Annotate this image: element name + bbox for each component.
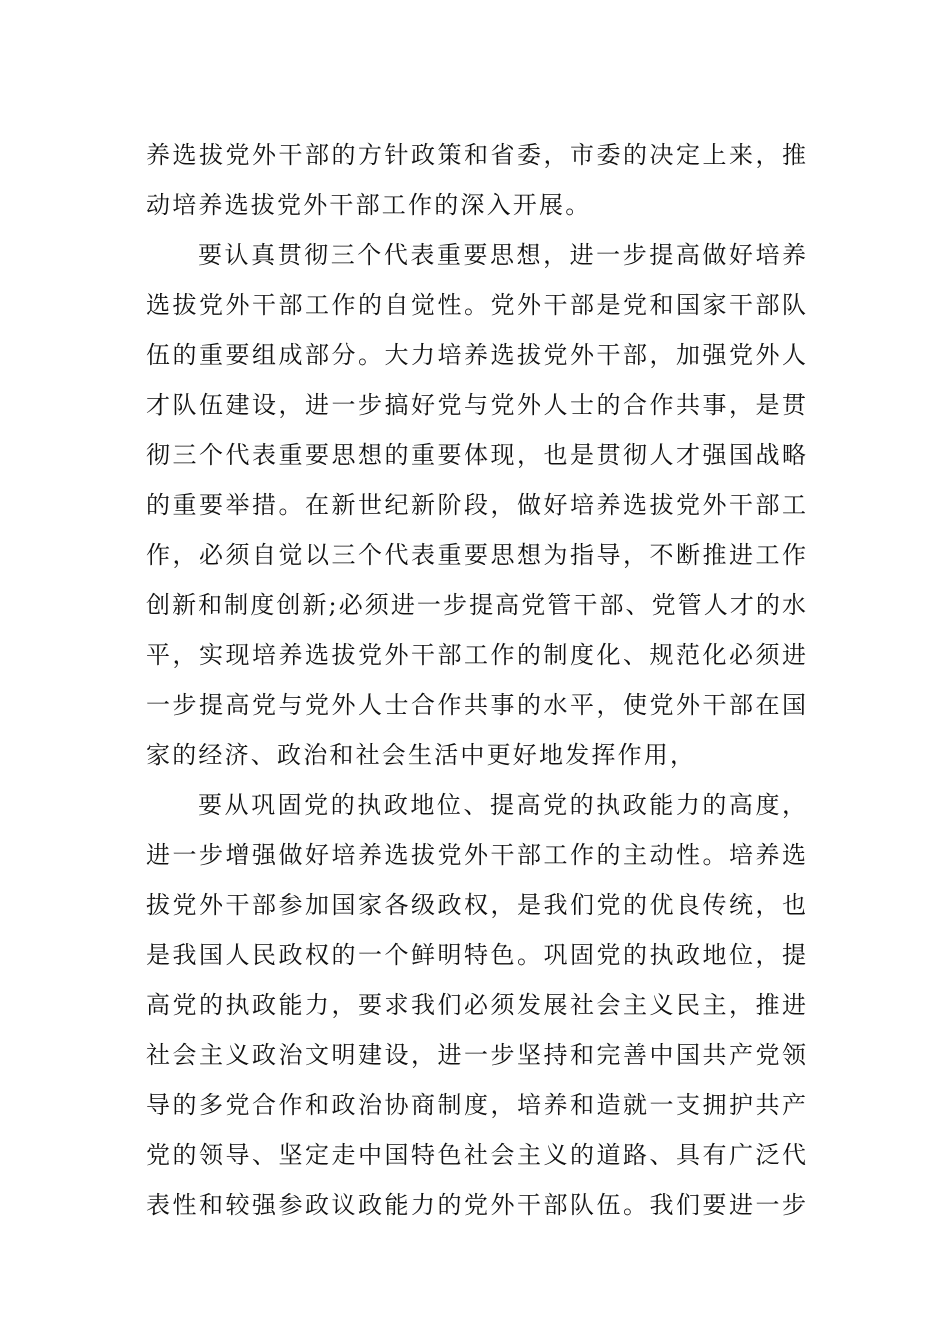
text-line: 表性和较强参政议政能力的党外干部队伍。我们要进一步	[146, 1191, 806, 1219]
text-line: 要从巩固党的执政地位、提高党的执政能力的高度，	[198, 791, 806, 819]
text-line: 动培养选拔党外干部工作的深入开展。	[146, 191, 592, 219]
text-line: 社会主义政治文明建设，进一步坚持和完善中国共产党领	[146, 1041, 806, 1069]
text-line: 拔党外干部参加国家各级政权，是我们党的优良传统，也	[146, 891, 806, 919]
text-line: 的重要举措。在新世纪新阶段，做好培养选拔党外干部工	[146, 491, 806, 519]
text-line: 一步提高党与党外人士合作共事的水平，使党外干部在国	[146, 691, 806, 719]
body-text	[146, 130, 806, 1230]
paragraph-1	[146, 130, 806, 230]
text-line: 彻三个代表重要思想的重要体现，也是贯彻人才强国战略	[146, 441, 806, 469]
text-line: 创新和制度创新;必须进一步提高党管干部、党管人才的水	[146, 591, 806, 619]
text-line: 才队伍建设，进一步搞好党与党外人士的合作共事，是贯	[146, 391, 806, 419]
text-line: 平，实现培养选拔党外干部工作的制度化、规范化必须进	[146, 641, 806, 669]
paragraph-2	[146, 230, 806, 780]
text-line: 选拔党外干部工作的自觉性。党外干部是党和国家干部队	[146, 291, 806, 319]
text-line: 高党的执政能力，要求我们必须发展社会主义民主，推进	[146, 991, 806, 1019]
text-line: 是我国人民政权的一个鲜明特色。巩固党的执政地位，提	[146, 941, 806, 969]
text-line: 进一步增强做好培养选拔党外干部工作的主动性。培养选	[146, 841, 806, 869]
text-line: 作，必须自觉以三个代表重要思想为指导，不断推进工作	[146, 541, 806, 569]
text-line: 导的多党合作和政治协商制度，培养和造就一支拥护共产	[146, 1091, 806, 1119]
text-line: 党的领导、坚定走中国特色社会主义的道路、具有广泛代	[146, 1141, 806, 1169]
paragraph-3	[146, 780, 806, 1230]
text-line: 伍的重要组成部分。大力培养选拔党外干部，加强党外人	[146, 341, 806, 369]
text-line: 要认真贯彻三个代表重要思想，进一步提高做好培养	[198, 241, 806, 269]
text-line: 养选拔党外干部的方针政策和省委，市委的决定上来，推	[146, 141, 806, 169]
text-line: 家的经济、政治和社会生活中更好地发挥作用，	[146, 741, 697, 769]
